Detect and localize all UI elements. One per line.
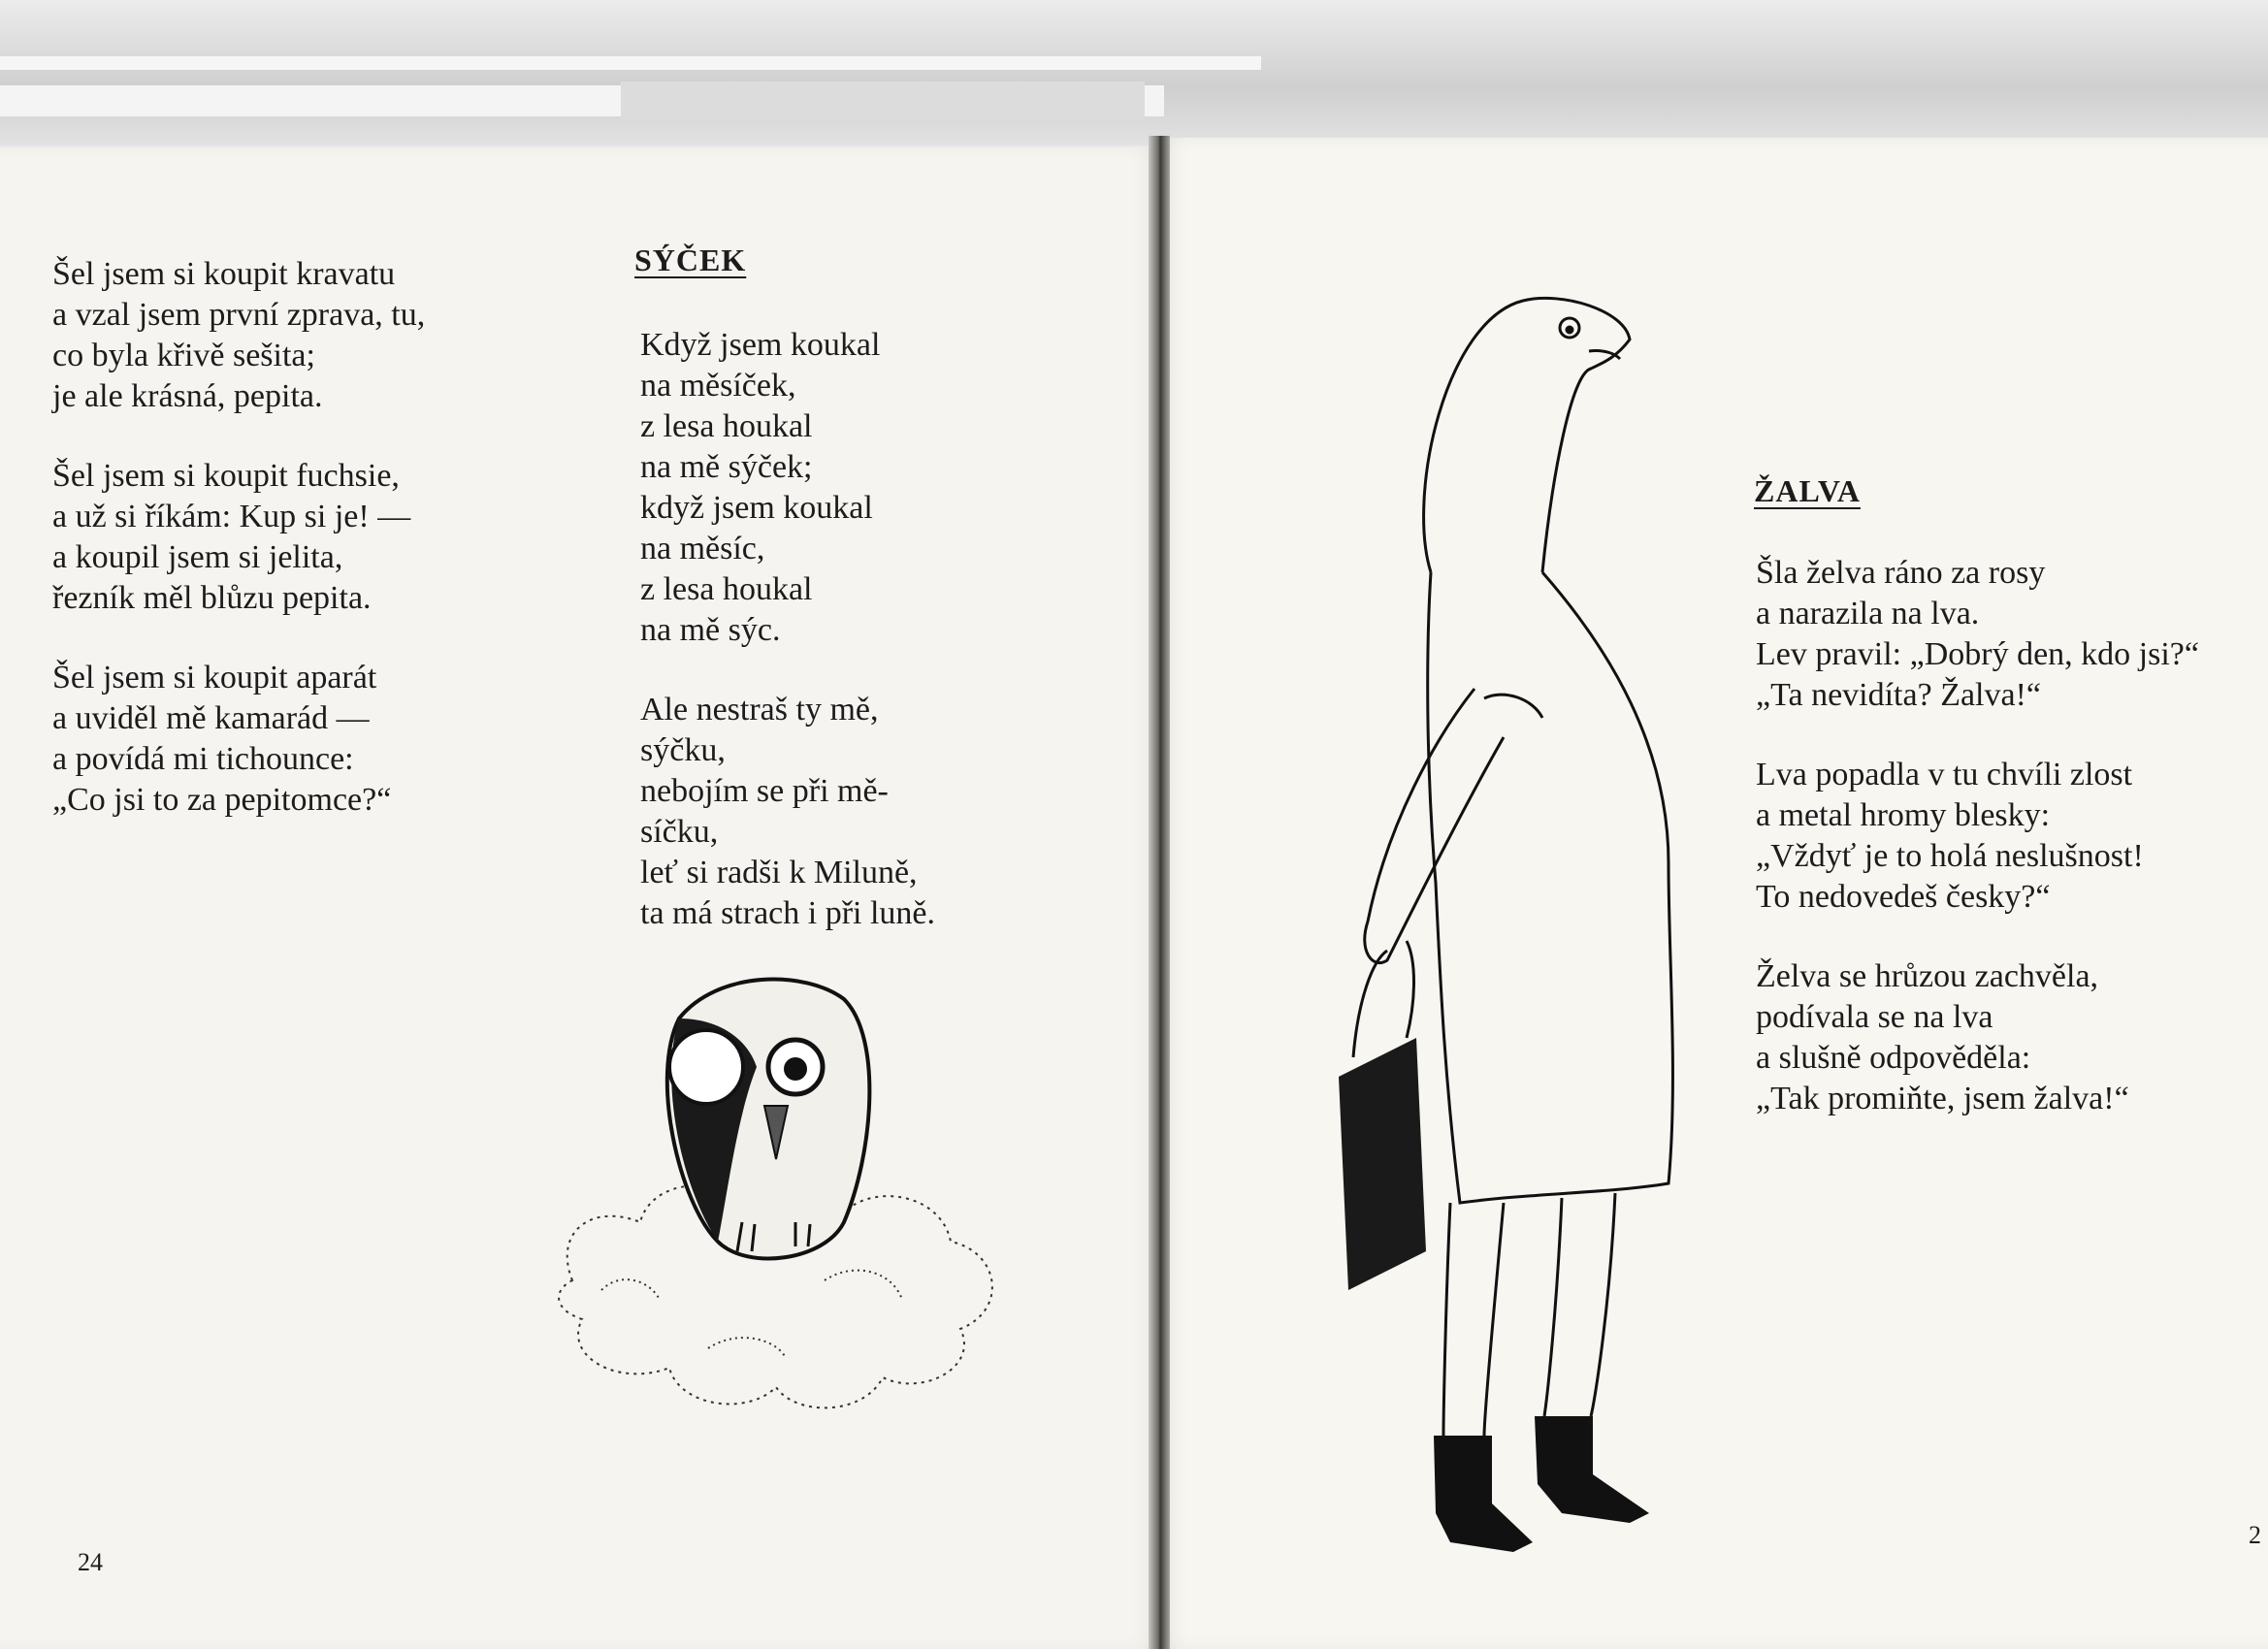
handbag-drawing — [1339, 1038, 1426, 1290]
verse-line: „Co jsi to za pepitomce?“ — [52, 782, 392, 818]
stanza — [640, 325, 935, 651]
book-gutter — [1149, 136, 1170, 1649]
verse-line: Když jsem koukal — [640, 327, 881, 363]
page-number-left: 24 — [78, 1548, 103, 1576]
book-edge-band — [621, 81, 1145, 120]
poem-sycek — [640, 325, 935, 973]
verse-line: co byla křivě sešita; — [52, 338, 315, 373]
verse-line: a narazila na lva. — [1756, 596, 1980, 631]
verse-line: je ale krásná, pepita. — [52, 378, 323, 414]
verse-line: a slušně odpověděla: — [1756, 1040, 2031, 1076]
verse-line: Šel jsem si koupit fuchsie, — [52, 458, 400, 494]
stanza — [52, 456, 425, 619]
verse-line: „Tak promiňte, jsem žalva!“ — [1756, 1081, 2129, 1116]
handbag-strap — [1353, 941, 1414, 1057]
verse-line: a už si říkám: Kup si je! — — [52, 499, 411, 534]
verse-line: z lesa houkal — [640, 571, 813, 607]
verse-line: Lva popadla v tu chvíli zlost — [1756, 757, 2133, 792]
verse-line: na měsíc, — [640, 531, 765, 566]
turtle-illustration — [1280, 281, 1688, 1562]
verse-line: leť si radši k Miluně, — [640, 855, 918, 890]
verse-line: Šla želva ráno za rosy — [1756, 555, 2046, 591]
verse-line: na mě sýček; — [640, 449, 813, 485]
verse-line: na mě sýc. — [640, 612, 781, 648]
book-edge-band — [0, 56, 1261, 70]
verse-line: a metal hromy blesky: — [1756, 797, 2051, 833]
stanza — [1756, 956, 2199, 1119]
poem-title-sycek: SÝČEK — [634, 242, 747, 277]
boot-drawing — [1434, 1436, 1533, 1552]
owl-drawing — [667, 980, 870, 1259]
stanza — [1756, 553, 2199, 716]
verse-line: síčku, — [640, 814, 719, 850]
verse-line: řezník měl blůzu pepita. — [52, 580, 372, 616]
owl-illustration — [534, 960, 1077, 1465]
turtle-drawing — [1365, 298, 1673, 1436]
verse-line: když jsem koukal — [640, 490, 873, 526]
verse-line: a uviděl mě kamarád — — [52, 700, 370, 736]
verse-line: „Ta nevidíta? Žalva!“ — [1756, 677, 2041, 713]
verse-line: Šel jsem si koupit kravatu — [52, 256, 396, 292]
verse-line: sýčku, — [640, 732, 726, 768]
poem-pepita — [52, 254, 425, 859]
stanza — [1756, 755, 2199, 918]
stanza — [640, 690, 935, 934]
verse-line: Ale nestraš ty mě, — [640, 692, 879, 728]
poem-zalva — [1756, 553, 2199, 1158]
verse-line: na měsíček, — [640, 368, 796, 404]
verse-line: z lesa houkal — [640, 408, 813, 444]
stanza — [52, 254, 425, 417]
verse-line: a vzal jsem první zprava, tu, — [52, 297, 426, 333]
verse-line: Želva se hrůzou zachvěla, — [1756, 958, 2099, 994]
verse-line: a povídá mi tichounce: — [52, 741, 354, 777]
verse-line: ta má strach i při luně. — [640, 895, 936, 931]
boot-drawing — [1535, 1416, 1649, 1523]
verse-line: nebojím se při mě- — [640, 773, 889, 809]
verse-line: podívala se na lva — [1756, 999, 1993, 1035]
background-scan-edge — [0, 0, 2268, 146]
verse-line: Lev pravil: „Dobrý den, kdo jsi?“ — [1756, 636, 2199, 672]
verse-line: To nedovedeš česky?“ — [1756, 879, 2051, 915]
verse-line: „Vždyť je to holá neslušnost! — [1756, 838, 2144, 874]
poem-title-zalva: ŽALVA — [1754, 473, 1861, 508]
page-number-right: 2 — [2249, 1521, 2261, 1549]
verse-line: Šel jsem si koupit aparát — [52, 660, 377, 695]
verse-line: a koupil jsem si jelita, — [52, 539, 343, 575]
stanza — [52, 658, 425, 821]
